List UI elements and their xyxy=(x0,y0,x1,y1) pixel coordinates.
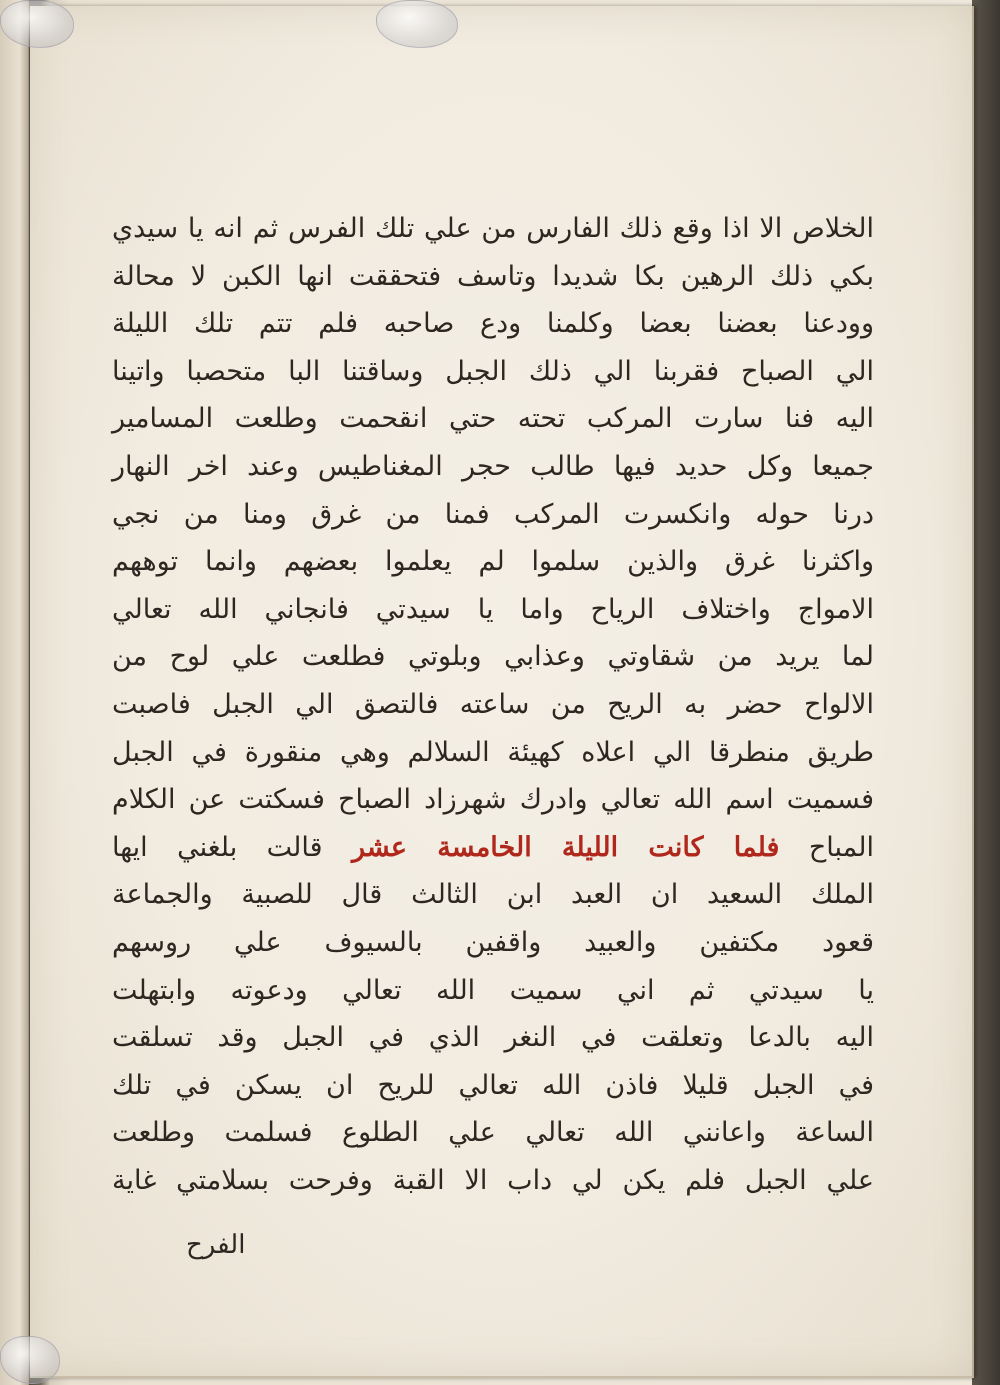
text-line: طريق منطرقا الي اعلاه كهيئة السلالم وهي منقورة في الجبل xyxy=(112,736,874,768)
text-line: الالواح حضر به الريح من ساعته فالتصق الي الجبل فاصبت xyxy=(112,688,874,720)
text-fragment: المباح xyxy=(808,831,874,863)
text-line: لما يريد من شقاوتي وعذابي وبلوتي فطلعت علي لوح من xyxy=(112,641,874,673)
text-fragment: قالت بلغني ايها xyxy=(112,831,323,863)
text-line: جميعا وكل حديد فيها طالب حجر المغناطيس وعند اخر النهار xyxy=(112,450,874,482)
rubric-line xyxy=(112,824,874,872)
text-line: قعود مكتفين والعبيد واقفين بالسيوف علي روسهم xyxy=(112,926,874,958)
text-line: درنا حوله وانكسرت المركب فمنا من غرق ومنا من نجي xyxy=(112,498,874,530)
text-line: الامواج واختلاف الرياح واما يا سيدتي فانجاني الله تعالي xyxy=(112,593,874,625)
text-line: اليه فنا سارت المركب تحته حتي انقحمت وطلعت المسامير xyxy=(112,403,874,435)
text-line: الملك السعيد ان العبد ابن الثالث قال للصبية والجماعة xyxy=(112,879,874,911)
text-line: بكي ذلك الرهين بكا شديدا وتاسف فتحققت انها الكبن لا محالة xyxy=(112,260,874,292)
text-line: الساعة واعانني الله تعالي علي الطلوع فسلمت وطلعت xyxy=(112,1117,874,1149)
text-line: الخلاص الا اذا وقع ذلك الفارس من علي تلك الفرس ثم انه يا سيدي xyxy=(112,213,874,244)
text-line: في الجبل قليلا فاذن الله تعالي للريح ان يسكن في تلك xyxy=(112,1069,874,1101)
scan-margin xyxy=(972,0,1000,1385)
rubric-heading: فلما كانت الليلة الخامسة عشر xyxy=(351,831,780,863)
text-line: الي الصباح فقربنا الي ذلك الجبل وساقتنا البا متحصبا واتينا xyxy=(112,355,874,387)
text-line: فسميت اسم الله تعالي وادرك شهرزاد الصباح فسكتت عن الكلام xyxy=(112,784,874,816)
text-line: وودعنا بعضنا بعضا وكلمنا ودع صاحبه فلم تتم تلك الليلة xyxy=(112,308,874,340)
catchword: الفرح xyxy=(186,1230,246,1260)
facing-page-edge xyxy=(0,0,29,1385)
text-line: واكثرنا غرق والذين سلموا لم يعلموا بعضهم وانما توههم xyxy=(112,546,874,578)
manuscript-text xyxy=(112,205,874,1204)
text-line: علي الجبل فلم يكن لي داب الا القبة وفرحت بسلامتي غاية xyxy=(112,1164,874,1196)
text-line: اليه بالدعا وتعلقت في النغر الذي في الجبل وقد تسلقت xyxy=(112,1022,874,1054)
text-line: يا سيدتي ثم اني سميت الله تعالي ودعوته وابتهلت xyxy=(112,974,874,1006)
